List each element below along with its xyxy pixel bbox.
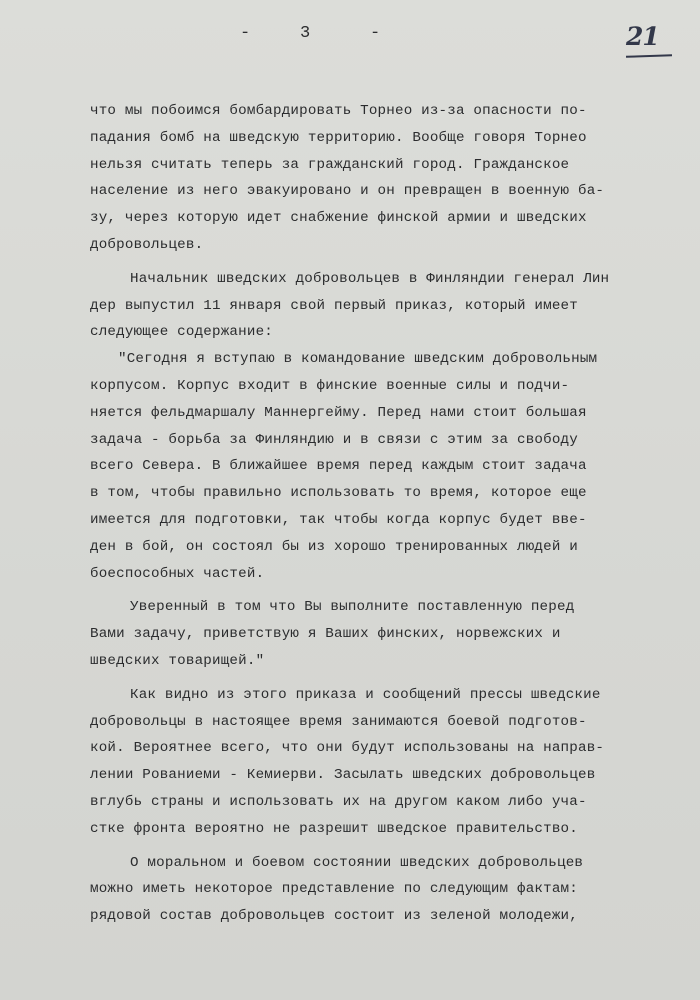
document-body: [90, 98, 690, 930]
text-line: Уверенный в том что Вы выполните поставленную перед: [130, 599, 575, 616]
text-line: лении Рованиеми - Кемиерви. Засылать шведских добровольцев: [90, 767, 596, 784]
paragraph-2: [90, 266, 690, 346]
text-line: Как видно из этого приказа и сообщений прессы шведские: [130, 686, 601, 703]
text-line: задача - борьба за Финляндию и в связи с этим за свободу: [90, 431, 578, 448]
text-line: ден в бой, он состоял бы из хорошо тренированных людей и: [90, 538, 578, 555]
text-line: падания бомб на шведскую территорию. Вообще говоря Торнео: [90, 129, 587, 146]
text-line: няется фельдмаршалу Маннергейму. Перед нами стоит большая: [90, 404, 587, 421]
paragraph-5: [90, 682, 690, 843]
text-line: население из него эвакуировано и он превращен в военную ба-: [90, 183, 605, 200]
text-line: зу, через которую идет снабжение финской армии и шведских: [90, 210, 587, 227]
text-line: корпусом. Корпус входит в финские военные силы и подчи-: [90, 377, 570, 394]
text-line: шведских товарищей.": [90, 652, 265, 669]
page-number: 3: [300, 24, 311, 43]
text-line: кой. Вероятнее всего, что они будут использованы на направ-: [90, 740, 605, 757]
text-line: что мы побоимся бомбардировать Торнео из-за опасности по-: [90, 103, 587, 119]
text-line: имеется для подготовки, так чтобы когда корпус будет вве-: [90, 511, 587, 528]
paragraph-6: [90, 850, 690, 930]
text-line: вглубь страны и использовать их на другом каком либо уча-: [90, 793, 587, 810]
text-line: Начальник шведских добровольцев в Финляндии генерал Лин: [130, 270, 610, 287]
header-dash-left: -: [240, 24, 251, 43]
text-line: нельзя считать теперь за гражданский город. Гражданское: [90, 156, 570, 173]
page-header: [0, 24, 700, 48]
text-line: добровольцев.: [90, 236, 204, 253]
text-line: в том, чтобы правильно использовать то время, которое еще: [90, 485, 587, 502]
text-line: О моральном и боевом состоянии шведских добровольцев: [130, 854, 584, 871]
text-line: следующее содержание:: [90, 324, 273, 341]
text-line: "Сегодня я вступаю в командование шведским добровольным: [118, 351, 598, 368]
paragraph-1: [90, 98, 690, 259]
text-line: дер выпустил 11 января свой первый приказ, который имеет: [90, 297, 578, 314]
text-line: всего Севера. В ближайшее время перед каждым стоит задача: [90, 458, 587, 475]
paragraph-4: [90, 594, 690, 674]
text-line: добровольцы в настоящее время занимаются боевой подготов-: [90, 713, 587, 730]
handwritten-underline: [626, 54, 672, 58]
paragraph-3-quote: [90, 346, 690, 587]
handwritten-folio-number: 21: [626, 22, 659, 51]
text-line: боеспособных частей.: [90, 565, 265, 582]
text-line: Вами задачу, приветствую я Ваших финских, норвежских и: [90, 626, 561, 643]
text-line: можно иметь некоторое представление по следующим фактам:: [90, 881, 578, 898]
text-line: рядовой состав добровольцев состоит из зеленой молодежи,: [90, 908, 578, 925]
header-dash-right: -: [370, 24, 381, 43]
text-line: стке фронта вероятно не разрешит шведское правительство.: [90, 820, 578, 837]
